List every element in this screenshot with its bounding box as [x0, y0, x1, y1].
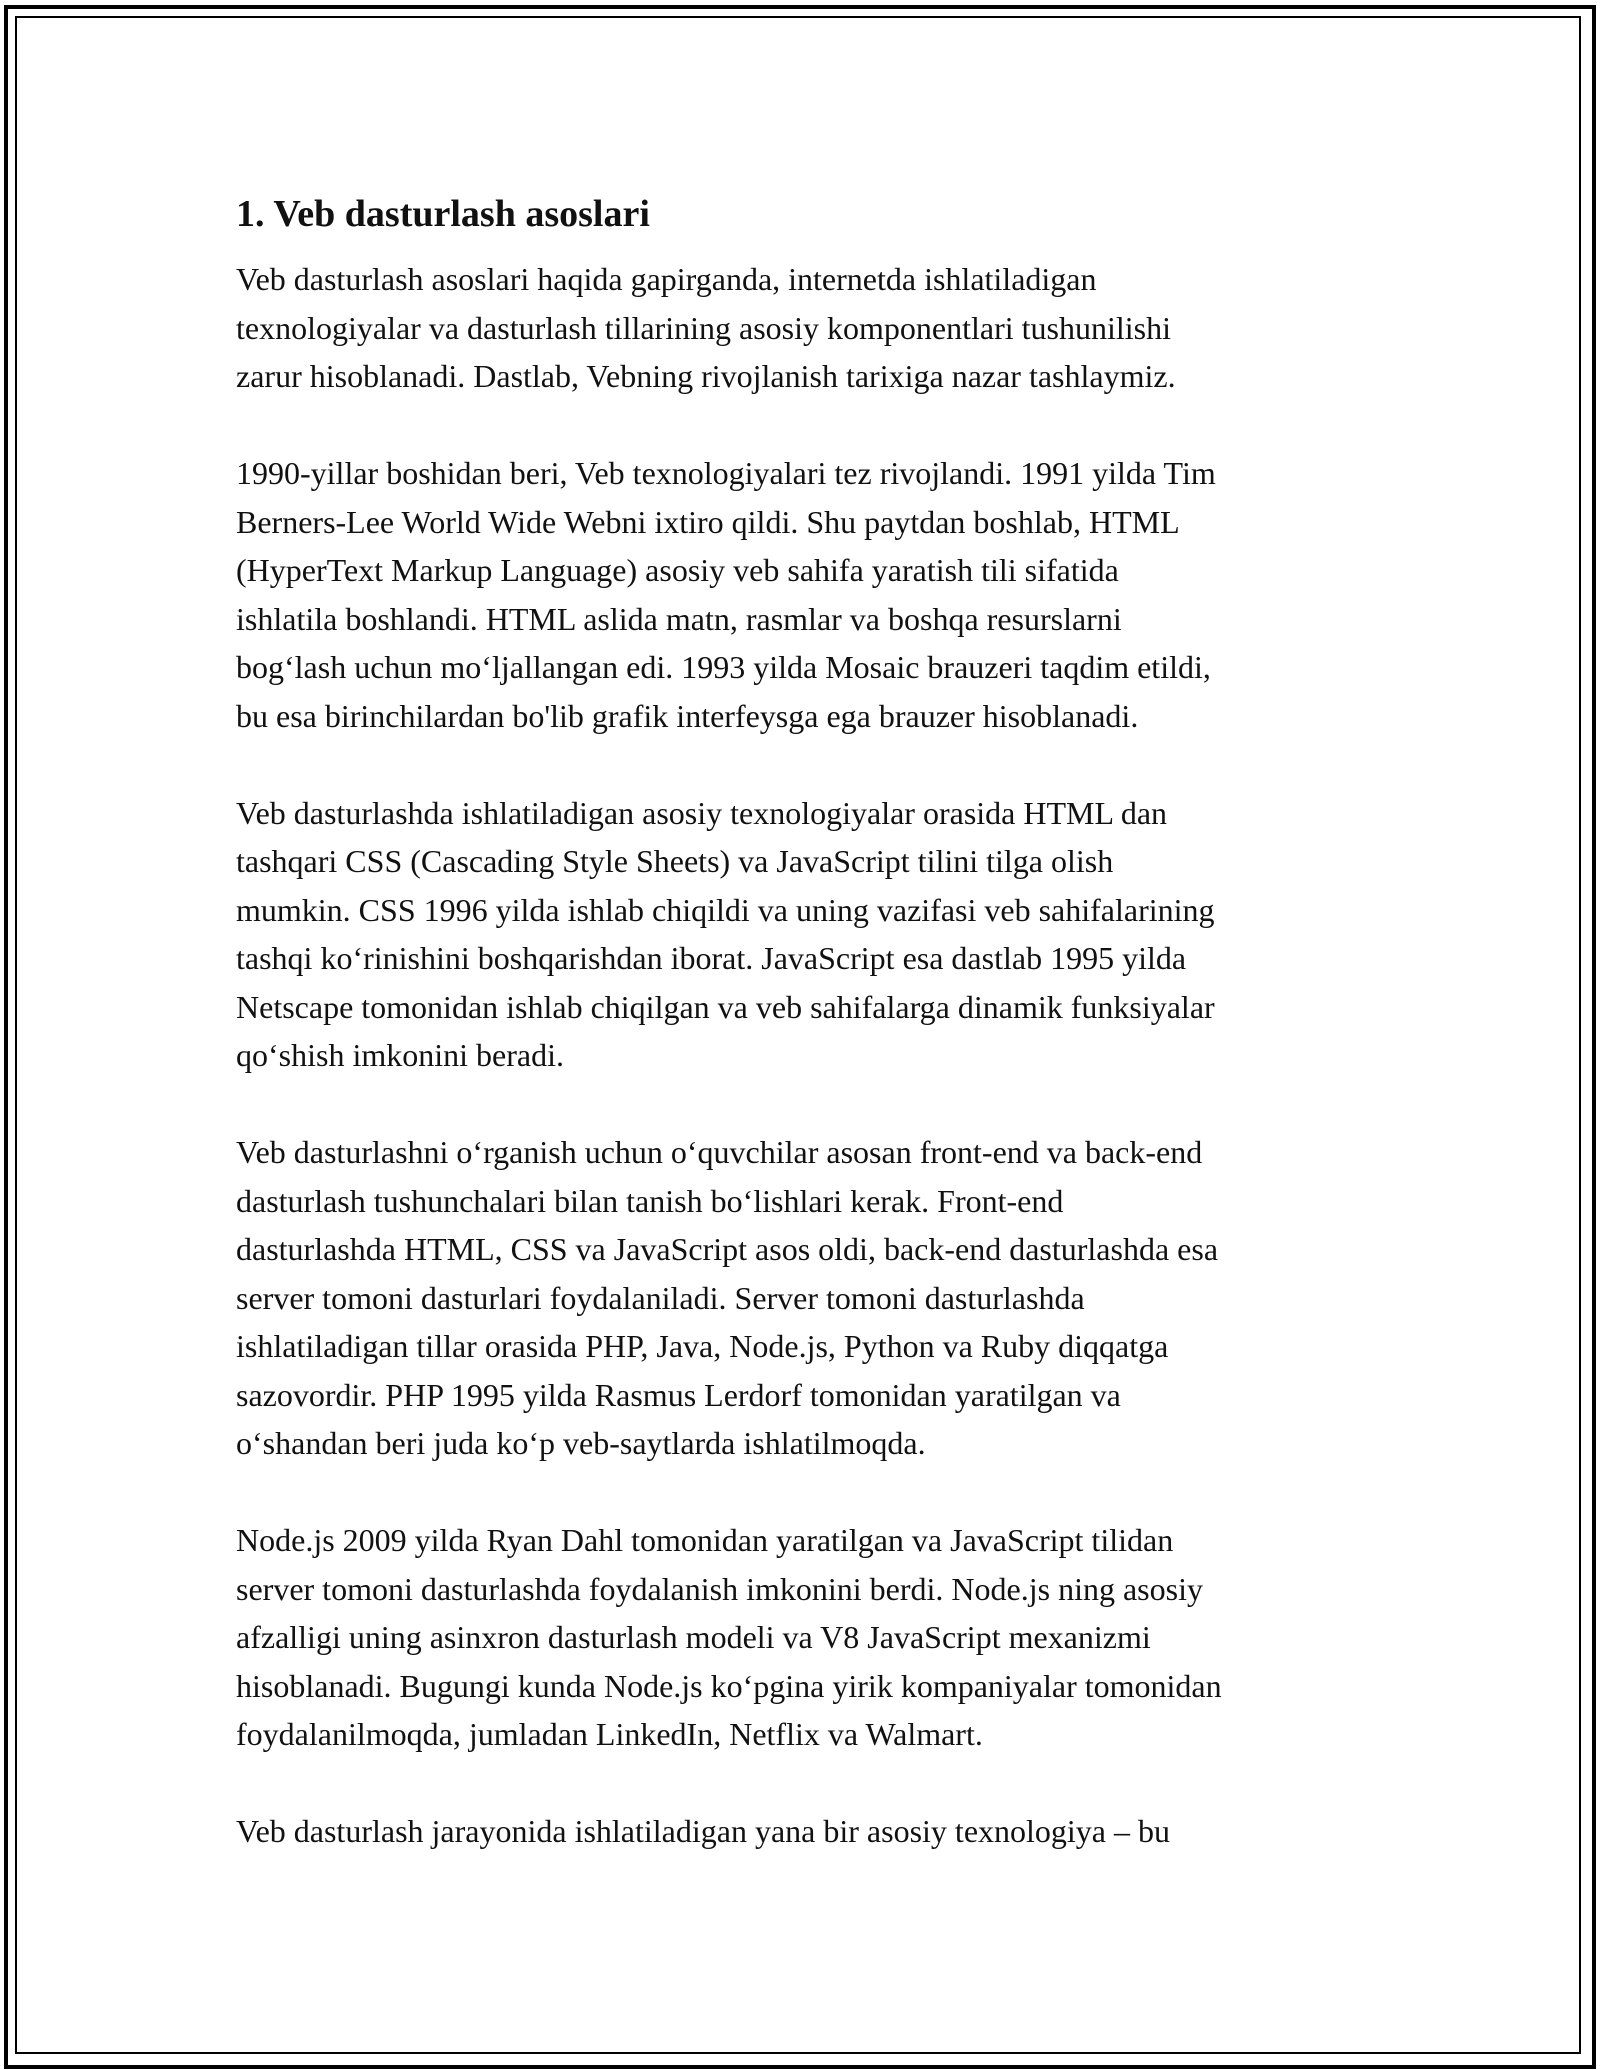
- text-line: Netscape tomonidan ishlab chiqilgan va veb sahifalarga dinamik funksiyalar: [236, 988, 1215, 1025]
- text-line: ishlatiladigan tillar orasida PHP, Java, Node.js, Python va Ruby diqqatga: [236, 1328, 1169, 1364]
- text-line: ishlatila boshlandi. HTML aslida matn, rasmlar va boshqa resurslarni: [236, 600, 1122, 637]
- text-line: tashqari CSS (Cascading Style Sheets) va JavaScript tilini tilga olish: [236, 843, 1114, 879]
- text-line: Node.js 2009 yilda Ryan Dahl tomonidan yaratilgan va JavaScript tilidan: [236, 1522, 1174, 1558]
- text-line: dasturlash tushunchalari bilan tanish bo‘lishlari kerak. Front-end: [236, 1182, 1064, 1219]
- text-line: sazovordir. PHP 1995 yilda Rasmus Lerdorf tomonidan yaratilgan va: [236, 1376, 1121, 1413]
- text-line: tashqi ko‘rinishini boshqarishdan iborat. JavaScript esa dastlab 1995 yilda: [236, 940, 1187, 976]
- text-line: texnologiyalar va dasturlash tillarining asosiy komponentlari tushunilishi: [236, 309, 1171, 346]
- text-line: Veb dasturlash jarayonida ishlatiladigan yana bir asosiy texnologiya – bu: [236, 1813, 1170, 1849]
- paragraph-front-back-end: [236, 1128, 1386, 1468]
- section-heading: 1. Veb dasturlash asoslari: [236, 193, 650, 235]
- text-line: server tomoni dasturlashda foydalanish imkonini berdi. Node.js ning asosiy: [236, 1570, 1203, 1607]
- text-line: (HyperText Markup Language) asosiy veb sahifa yaratish tili sifatida: [236, 552, 1119, 588]
- text-line: dasturlashda HTML, CSS va JavaScript asos oldi, back-end dasturlashda esa: [236, 1231, 1219, 1267]
- text-line: 1990-yillar boshidan beri, Veb texnologiyalari tez rivojlandi. 1991 yilda Tim: [236, 455, 1216, 491]
- paragraph-history: [236, 449, 1386, 740]
- document-body: [236, 185, 1386, 1856]
- text-line: foydalanilmoqda, jumladan LinkedIn, Netflix va Walmart.: [236, 1716, 983, 1752]
- text-line: Berners-Lee World Wide Webni ixtiro qildi. Shu paytdan boshlab, HTML: [236, 503, 1180, 540]
- text-line: hisoblanadi. Bugungi kunda Node.js ko‘pgina yirik kompaniyalar tomonidan: [236, 1667, 1222, 1704]
- paragraph-continued: [236, 1807, 1386, 1856]
- text-line: bu esa birinchilardan bo'lib grafik interfeysga ega brauzer hisoblanadi.: [236, 697, 1139, 734]
- text-line: server tomoni dasturlari foydalaniladi. Server tomoni dasturlashda: [236, 1279, 1085, 1316]
- text-line: Veb dasturlashni o‘rganish uchun o‘quvchilar asosan front-end va back-end: [236, 1134, 1203, 1170]
- text-line: afzalligi uning asinxron dasturlash modeli va V8 JavaScript mexanizmi: [236, 1619, 1151, 1655]
- text-line: Veb dasturlashda ishlatiladigan asosiy texnologiyalar orasida HTML dan: [236, 794, 1168, 831]
- text-line: mumkin. CSS 1996 yilda ishlab chiqildi va uning vazifasi veb sahifalarining: [236, 891, 1215, 928]
- paragraph-nodejs: [236, 1516, 1386, 1759]
- paragraph-intro: [236, 255, 1386, 401]
- text-line: Veb dasturlash asoslari haqida gapirganda, internetda ishlatiladigan: [236, 261, 1097, 297]
- text-line: bog‘lash uchun mo‘ljallangan edi. 1993 yilda Mosaic brauzeri taqdim etildi,: [236, 649, 1211, 685]
- text-line: o‘shandan beri juda ko‘p veb-saytlarda ishlatilmoqda.: [236, 1425, 926, 1461]
- paragraph-css-javascript: [236, 789, 1386, 1080]
- text-line: qo‘shish imkonini beradi.: [236, 1037, 564, 1073]
- text-line: zarur hisoblanadi. Dastlab, Vebning rivojlanish tarixiga nazar tashlaymiz.: [236, 358, 1176, 394]
